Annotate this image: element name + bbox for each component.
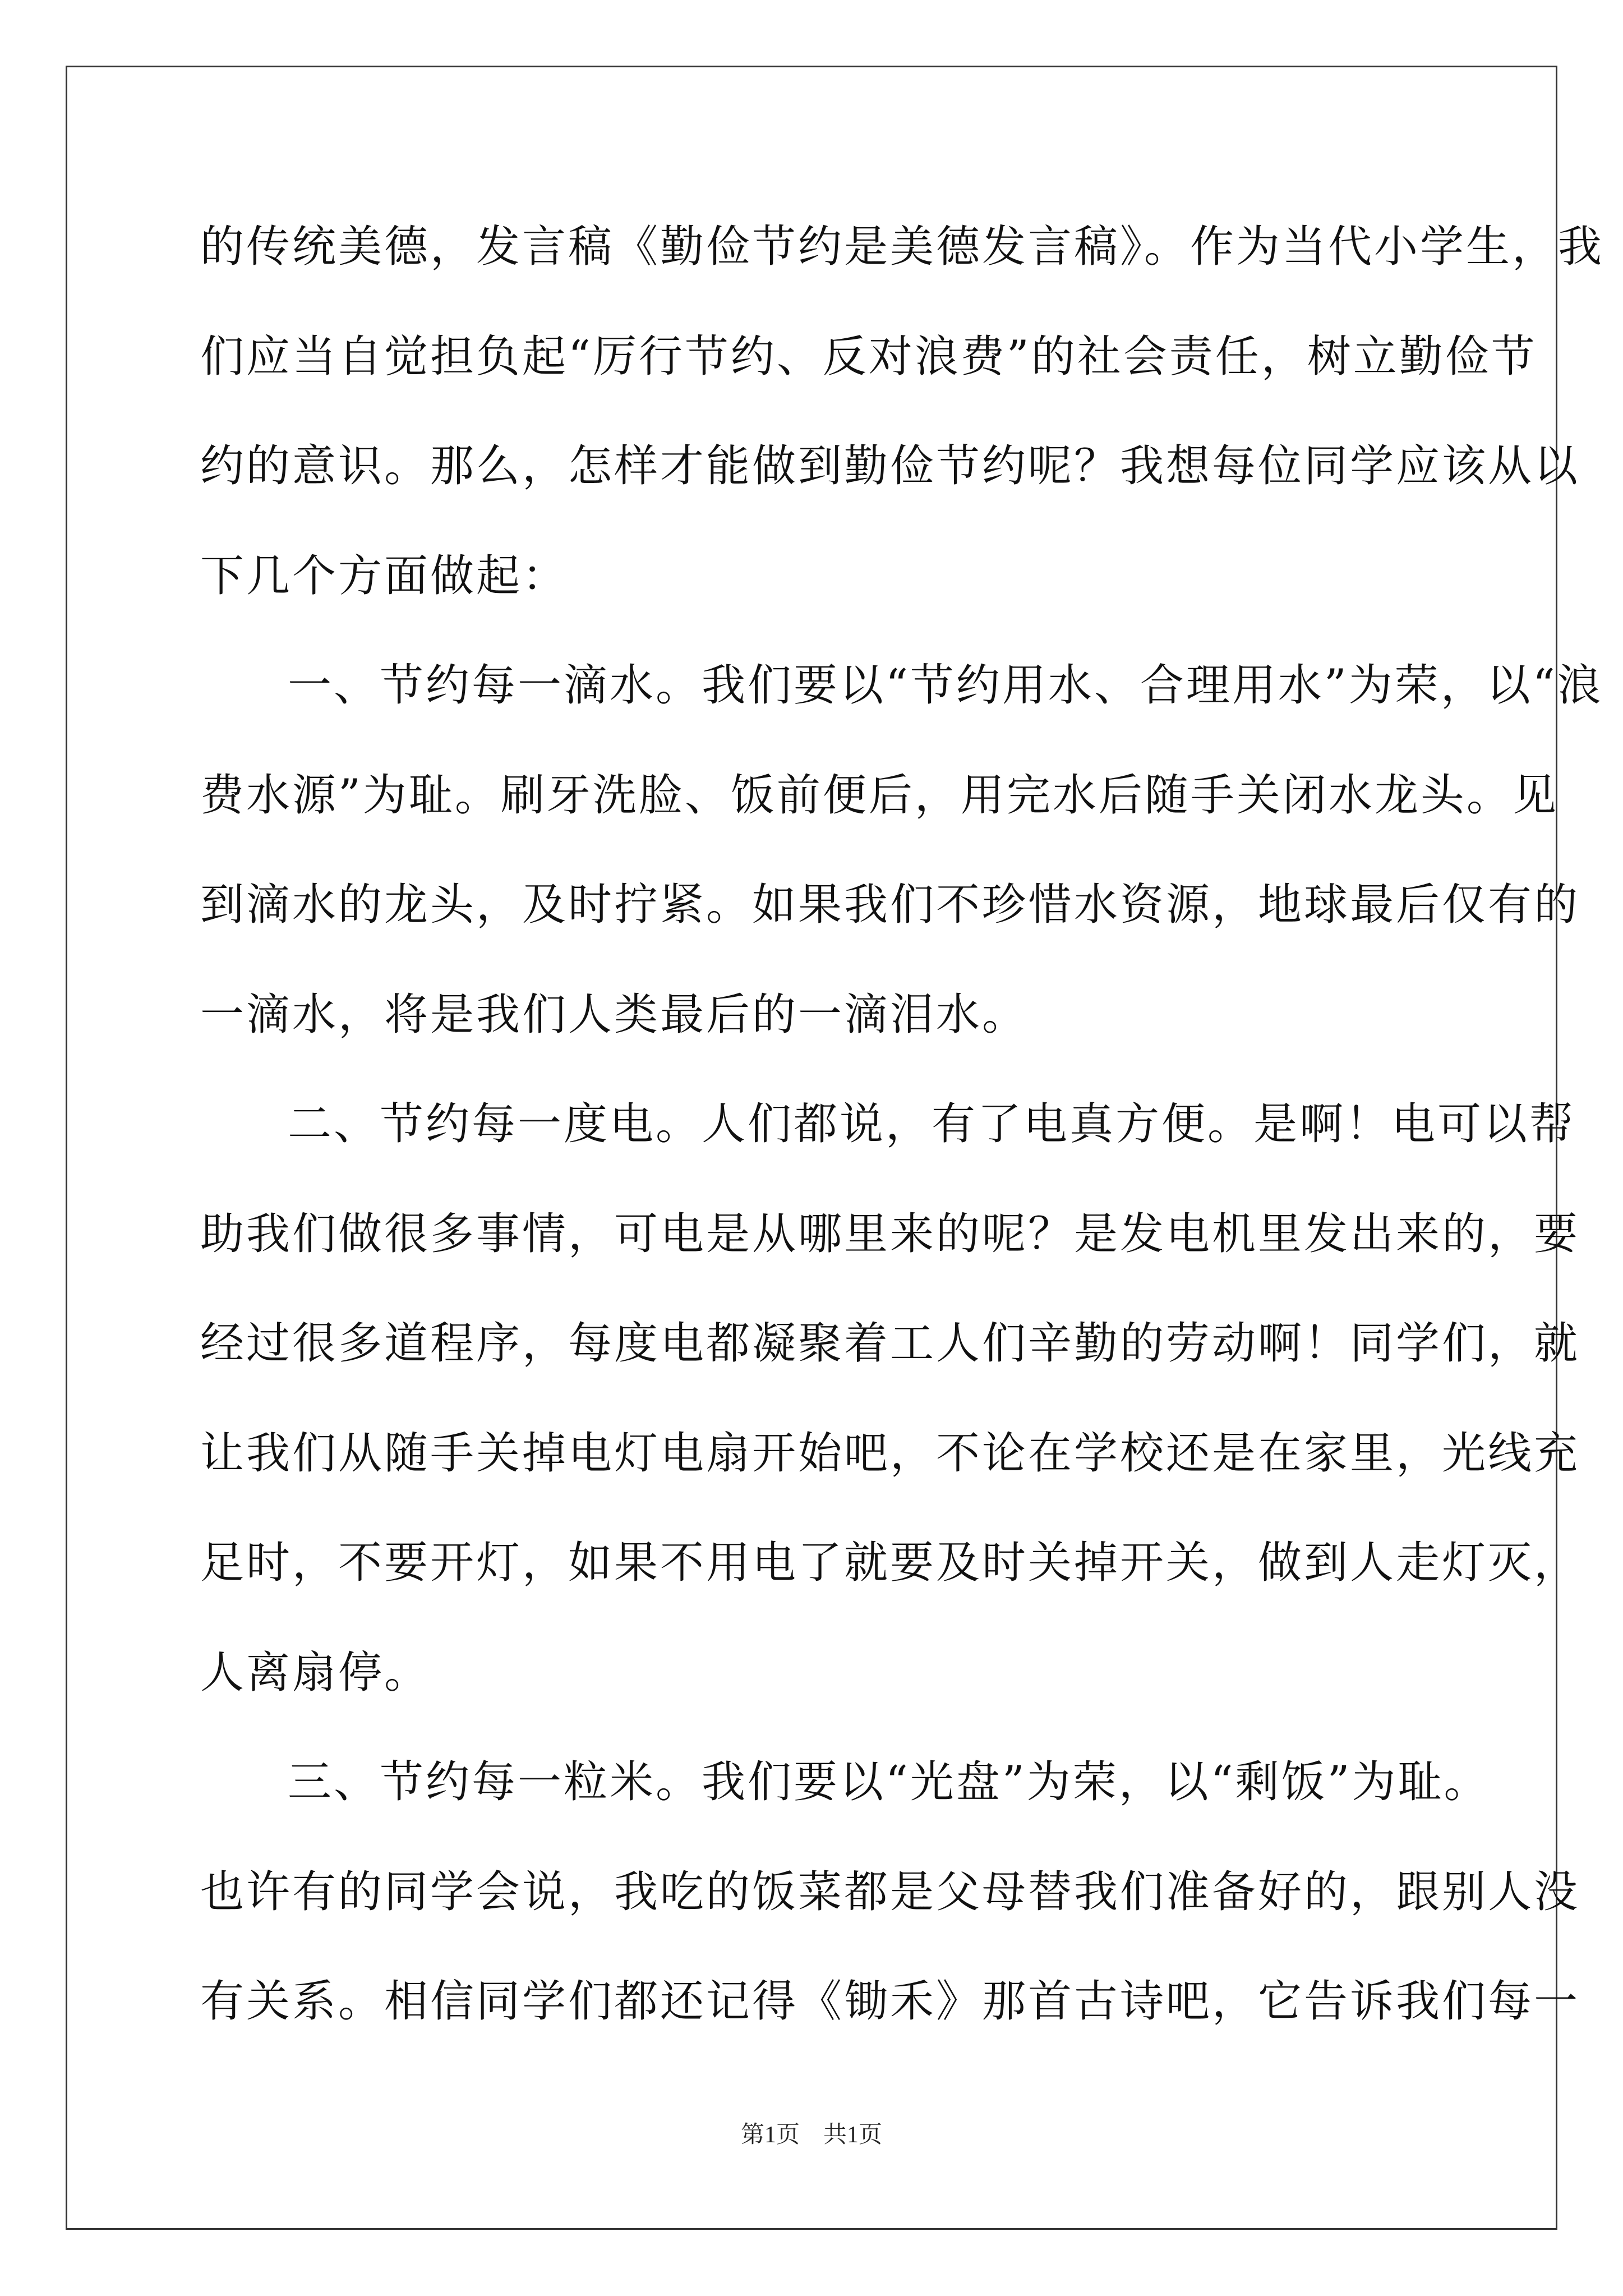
text-line: 下几个方面做起： <box>200 550 569 601</box>
page-number: 第1页 <box>740 2122 800 2148</box>
page-footer <box>0 2116 1623 2150</box>
text-line: 足时，不要开灯，如果不用电了就要及时关掉开关，做到人走灯灭， <box>200 1538 1580 1588</box>
text-line: 约的意识。那么，怎样才能做到勤俭节约呢？我想每位同学应该从以 <box>200 441 1580 491</box>
text-line: 助我们做很多事情，可电是从哪里来的呢？是发电机里发出来的，要 <box>200 1208 1580 1259</box>
text-line: 一滴水，将是我们人类最后的一滴泪水。 <box>200 989 1029 1040</box>
text-line: 的传统美德，发言稿《勤俭节约是美德发言稿》。作为当代小学生，我 <box>200 222 1604 272</box>
text-line: 也许有的同学会说，我吃的饭菜都是父母替我们准备好的，跟别人没 <box>200 1866 1580 1917</box>
document-body <box>200 216 1604 2081</box>
text-line: 到滴水的龙头，及时拧紧。如果我们不珍惜水资源，地球最后仅有的 <box>200 880 1580 930</box>
text-line: 们应当自觉担负起“厉行节约、反对浪费”的社会责任，树立勤俭节 <box>200 331 1537 382</box>
paragraph-first-line: 一、节约每一滴水。我们要以“节约用水、合理用水”为荣，以“浪 <box>288 660 1603 711</box>
text-line: 经过很多道程序，每度电都凝聚着工人们辛勤的劳动啊！同学们，就 <box>200 1318 1580 1369</box>
text-line: 让我们从随手关掉电灯电扇开始吧，不论在学校还是在家里，光线充 <box>200 1428 1580 1479</box>
text-line: 费水源”为耻。刷牙洗脸、饭前便后，用完水后随手关闭水龙头。见 <box>200 770 1559 821</box>
page-total: 共1页 <box>823 2122 883 2148</box>
paragraph-first-line: 二、节约每一度电。人们都说，有了电真方便。是啊！电可以帮 <box>288 1099 1576 1149</box>
text-line: 人离扇停。 <box>200 1647 431 1698</box>
paragraph-first-line: 三、节约每一粒米。我们要以“光盘”为荣，以“剩饭”为耻。 <box>288 1757 1490 1807</box>
text-line: 有关系。相信同学们都还记得《锄禾》那首古诗吧，它告诉我们每一 <box>200 1976 1580 2027</box>
